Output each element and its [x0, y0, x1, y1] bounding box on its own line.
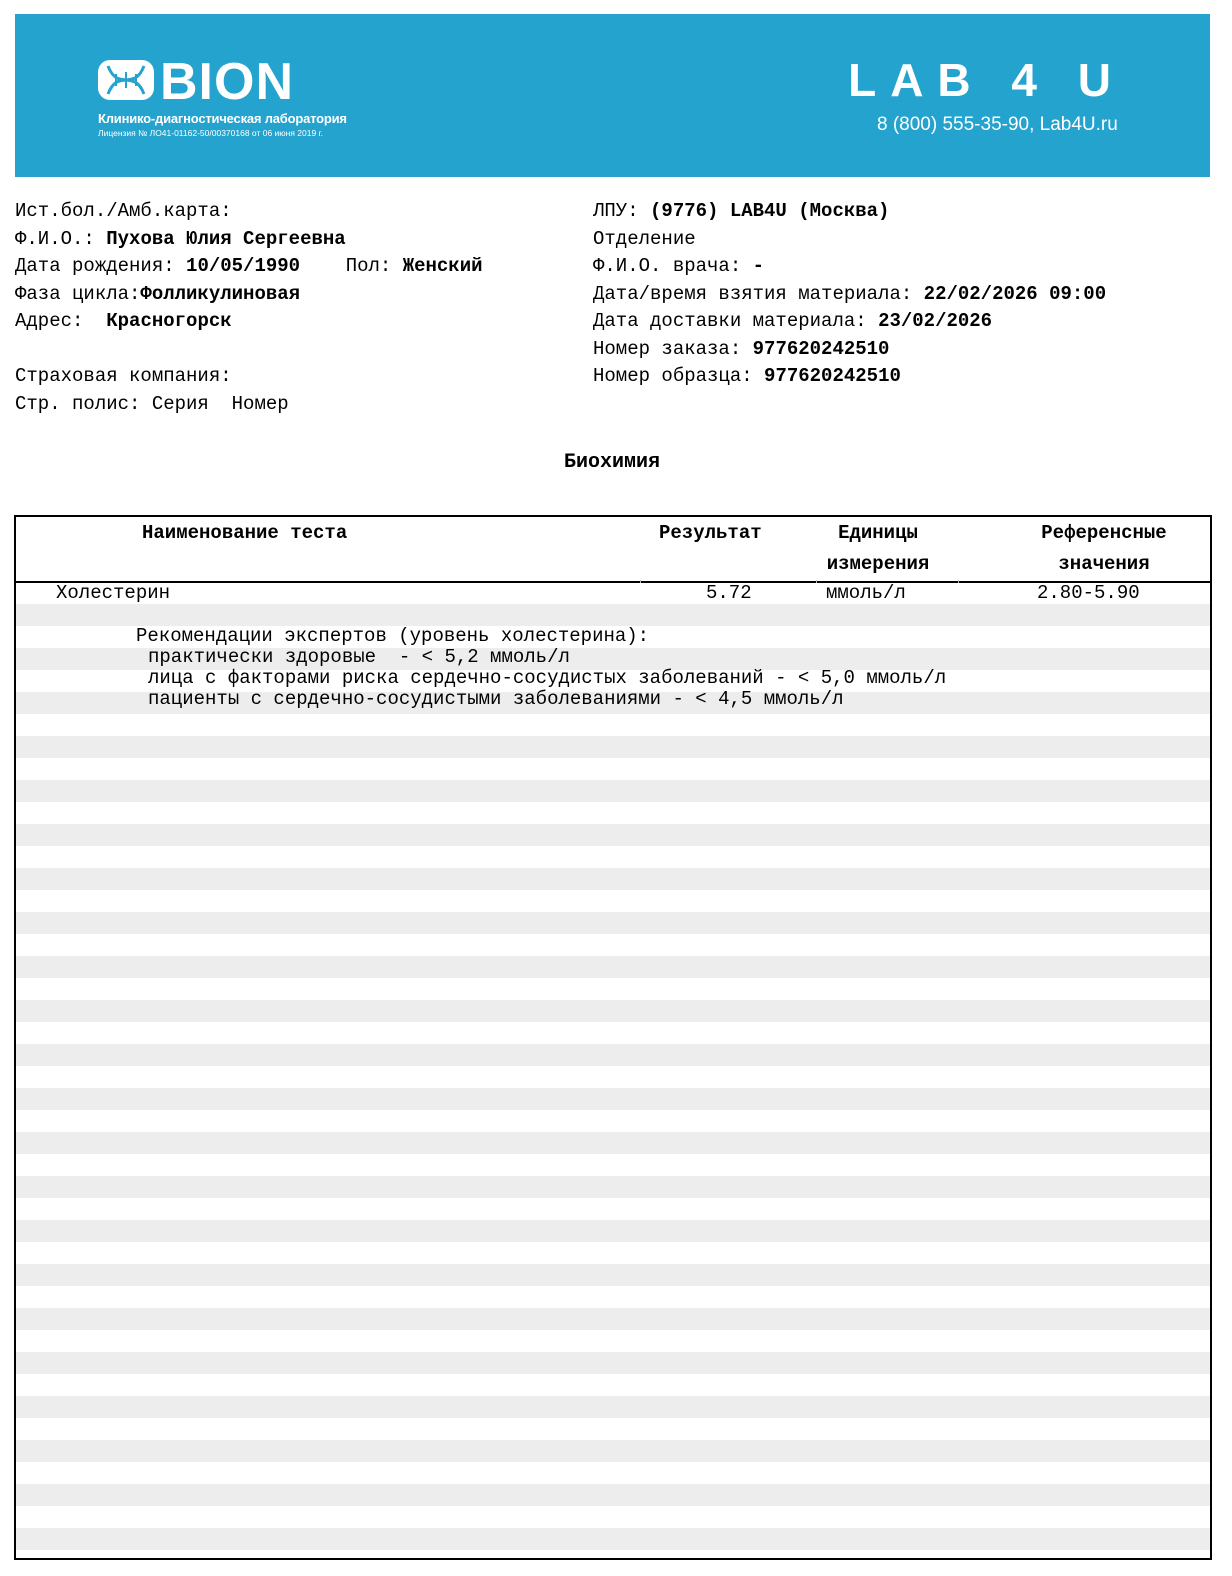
header-ref-line1: Референсные	[1041, 522, 1167, 544]
dna-icon	[98, 58, 154, 102]
header-units	[816, 518, 940, 580]
column-divider	[640, 580, 641, 583]
table-stripes	[16, 582, 1210, 1558]
cell-test-name: Холестерин	[56, 582, 171, 604]
delivered-label: Дата доставки материала:	[593, 310, 867, 332]
table-header	[16, 517, 1210, 583]
delivered-value: 23/02/2026	[878, 310, 993, 332]
insurance-label: Страховая компания:	[15, 365, 232, 387]
dob-label: Дата рождения:	[15, 255, 175, 277]
sex-value: Женский	[402, 255, 483, 277]
lab4u-wordmark: LAB 4 U	[848, 54, 1125, 106]
history-label: Ист.бол./Амб.карта:	[15, 200, 232, 222]
bion-subtitle: Клинико-диагностическая лаборатория	[98, 111, 347, 126]
header-banner	[15, 14, 1210, 177]
header-ref-line2: значения	[1058, 553, 1150, 575]
header-test-name: Наименование теста	[142, 522, 348, 544]
cell-reference: 2.80-5.90	[1037, 582, 1140, 604]
doctor-label: Ф.И.О. врача:	[593, 255, 742, 277]
cell-units: ммоль/л	[826, 582, 906, 604]
notes-line: практически здоровые - < 5,2 ммоль/л	[148, 646, 570, 668]
bion-logo	[98, 53, 398, 148]
bion-wordmark: BION	[160, 53, 294, 111]
header-result: Результат	[659, 522, 762, 544]
cycle-value: Фолликулиновая	[140, 282, 301, 305]
order-no-value: 977620242510	[752, 337, 890, 360]
address-value: Красногорск	[106, 310, 232, 332]
fio-value: Пухова Юлия Сергеевна	[106, 227, 346, 250]
lpu-value: (9776) LAB4U (Москва)	[650, 200, 890, 222]
lab4u-contact: 8 (800) 555-35-90, Lab4U.ru	[877, 114, 1118, 135]
notes-title: Рекомендации экспертов (уровень холестерина):	[136, 625, 650, 647]
taken-value: 22/02/2026 09:00	[923, 282, 1107, 305]
notes-line: пациенты с сердечно-сосудистыми заболеваниями - < 4,5 ммоль/л	[148, 688, 844, 710]
doctor-value: -	[752, 255, 765, 277]
cell-result: 5.72	[706, 582, 752, 604]
section-title: Биохимия	[563, 451, 660, 474]
dob-value: 10/05/1990	[186, 255, 301, 277]
notes-line: лица с факторами риска сердечно-сосудистых заболеваний - < 5,0 ммоль/л	[148, 667, 947, 689]
order-no-label: Номер заказа:	[593, 337, 742, 360]
bion-license: Лицензия № ЛО41-01162-50/00370168 от 06 июня 2019 г.	[98, 128, 324, 138]
sex-label: Пол:	[345, 255, 392, 277]
cycle-label: Фаза цикла:	[15, 282, 141, 305]
lpu-label: ЛПУ:	[593, 200, 639, 222]
results-table	[14, 515, 1212, 1560]
header-reference	[1026, 518, 1182, 580]
column-divider	[958, 580, 959, 583]
patient-info	[15, 198, 483, 418]
fio-label: Ф.И.О.:	[15, 227, 95, 250]
sample-no-label: Номер образца:	[593, 365, 753, 387]
header-units-line1: Единицы	[838, 522, 918, 544]
policy-label: Стр. полис: Серия Номер	[15, 392, 289, 415]
department-label: Отделение	[593, 227, 696, 250]
order-info	[593, 198, 1106, 391]
sample-no-value: 977620242510	[764, 365, 901, 387]
taken-label: Дата/время взятия материала:	[593, 282, 913, 305]
column-divider	[816, 580, 817, 583]
address-label: Адрес:	[15, 310, 84, 332]
header-units-line2: измерения	[826, 553, 930, 575]
